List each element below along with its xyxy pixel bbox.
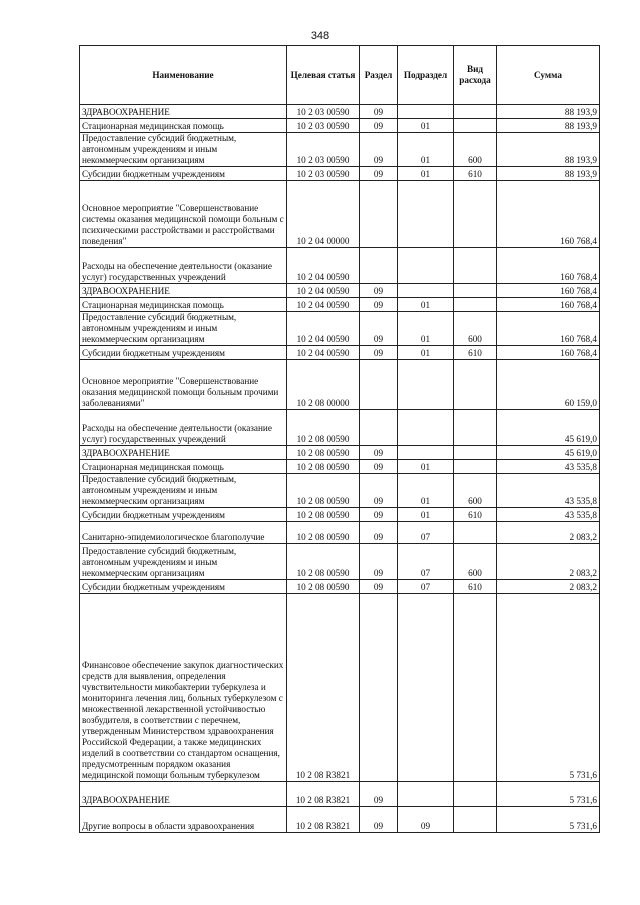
row-name: Санитарно-эпидемиологическое благополучие (80, 522, 287, 544)
row-section: 09 (360, 508, 398, 522)
row-expense-type: 610 (454, 346, 497, 360)
row-target-article: 10 2 08 R3821 (287, 807, 360, 833)
row-target-article: 10 2 08 00590 (287, 508, 360, 522)
row-sum: 43 535,8 (497, 460, 600, 474)
row-expense-type: 610 (454, 580, 497, 594)
row-sum: 88 193,9 (497, 119, 600, 133)
row-sum: 2 083,2 (497, 522, 600, 544)
row-section (360, 360, 398, 410)
row-sum: 5 731,6 (497, 594, 600, 782)
row-section (360, 248, 398, 284)
row-section: 09 (360, 474, 398, 508)
table-row (80, 544, 600, 580)
row-expense-type (454, 105, 497, 119)
header-row (80, 46, 600, 105)
table-row (80, 782, 600, 807)
row-sum: 43 535,8 (497, 508, 600, 522)
row-sum: 160 768,4 (497, 284, 600, 298)
table-row (80, 580, 600, 594)
row-subsection (398, 248, 454, 284)
row-section: 09 (360, 522, 398, 544)
row-expense-type (454, 782, 497, 807)
row-expense-type (454, 284, 497, 298)
row-expense-type: 610 (454, 508, 497, 522)
row-expense-type (454, 446, 497, 460)
table-row (80, 410, 600, 446)
row-name: Предоставление субсидий бюджетным, автономным учреждениям и иным некоммерческим организациям (80, 544, 287, 580)
row-subsection: 07 (398, 580, 454, 594)
row-section (360, 594, 398, 782)
row-name: Субсидии бюджетным учреждениям (80, 167, 287, 181)
row-target-article: 10 2 04 00000 (287, 181, 360, 248)
row-name: Субсидии бюджетным учреждениям (80, 508, 287, 522)
row-section: 09 (360, 298, 398, 312)
row-name: ЗДРАВООХРАНЕНИЕ (80, 446, 287, 460)
table-row (80, 298, 600, 312)
table-row (80, 133, 600, 167)
row-expense-type (454, 460, 497, 474)
budget-table (79, 45, 600, 833)
row-expense-type: 600 (454, 544, 497, 580)
row-target-article: 10 2 03 00590 (287, 133, 360, 167)
row-expense-type (454, 248, 497, 284)
header-expense-type: Вид расхода (454, 46, 497, 105)
row-name: Стационарная медицинская помощь (80, 460, 287, 474)
row-name: Основное мероприятие "Совершенствование оказания медицинской помощи больным прочими заболеваниями" (80, 360, 287, 410)
row-sum: 5 731,6 (497, 807, 600, 833)
table-row (80, 167, 600, 181)
table-row (80, 346, 600, 360)
table-row (80, 181, 600, 248)
row-target-article: 10 2 03 00590 (287, 105, 360, 119)
row-section (360, 181, 398, 248)
row-section: 09 (360, 312, 398, 346)
table-row (80, 446, 600, 460)
row-name: Субсидии бюджетным учреждениям (80, 346, 287, 360)
table-row (80, 460, 600, 474)
row-section (360, 410, 398, 446)
row-name: Основное мероприятие "Совершенствование системы оказания медицинской помощи больным с психическими расстройствами и расстройствами поведения" (80, 181, 287, 248)
row-sum: 88 193,9 (497, 133, 600, 167)
row-section: 09 (360, 346, 398, 360)
row-section: 09 (360, 105, 398, 119)
row-target-article: 10 2 08 R3821 (287, 594, 360, 782)
row-sum: 88 193,9 (497, 167, 600, 181)
row-subsection: 01 (398, 508, 454, 522)
row-subsection: 01 (398, 167, 454, 181)
row-expense-type (454, 298, 497, 312)
row-sum: 5 731,6 (497, 782, 600, 807)
row-target-article: 10 2 08 00590 (287, 410, 360, 446)
row-expense-type (454, 522, 497, 544)
table-row (80, 508, 600, 522)
row-subsection: 01 (398, 298, 454, 312)
header-name: Наименование (80, 46, 287, 105)
row-target-article: 10 2 04 00590 (287, 284, 360, 298)
row-expense-type: 600 (454, 133, 497, 167)
row-target-article: 10 2 08 00590 (287, 544, 360, 580)
row-section: 09 (360, 782, 398, 807)
row-name: ЗДРАВООХРАНЕНИЕ (80, 284, 287, 298)
row-name: Предоставление субсидий бюджетным, автономным учреждениям и иным некоммерческим организациям (80, 474, 287, 508)
row-subsection (398, 360, 454, 410)
table-row (80, 284, 600, 298)
row-section: 09 (360, 133, 398, 167)
row-name: Стационарная медицинская помощь (80, 298, 287, 312)
row-subsection (398, 181, 454, 248)
row-target-article: 10 2 03 00590 (287, 167, 360, 181)
row-name: ЗДРАВООХРАНЕНИЕ (80, 105, 287, 119)
row-name: Расходы на обеспечение деятельности (оказание услуг) государственных учреждений (80, 410, 287, 446)
row-expense-type (454, 807, 497, 833)
row-expense-type (454, 119, 497, 133)
table-row (80, 312, 600, 346)
table-row (80, 594, 600, 782)
row-target-article: 10 2 08 00590 (287, 522, 360, 544)
row-sum: 160 768,4 (497, 298, 600, 312)
table-row (80, 248, 600, 284)
table-row (80, 522, 600, 544)
row-subsection: 01 (398, 133, 454, 167)
row-subsection: 01 (398, 119, 454, 133)
row-section: 09 (360, 807, 398, 833)
row-section: 09 (360, 460, 398, 474)
row-sum: 160 768,4 (497, 346, 600, 360)
row-subsection (398, 105, 454, 119)
row-target-article: 10 2 04 00590 (287, 346, 360, 360)
row-expense-type (454, 360, 497, 410)
row-name: Предоставление субсидий бюджетным, автономным учреждениям и иным некоммерческим организациям (80, 133, 287, 167)
row-expense-type: 610 (454, 167, 497, 181)
row-expense-type (454, 410, 497, 446)
header-target-article: Целевая статья (287, 46, 360, 105)
row-subsection: 01 (398, 474, 454, 508)
row-target-article: 10 2 08 00590 (287, 446, 360, 460)
row-name: Стационарная медицинская помощь (80, 119, 287, 133)
row-section: 09 (360, 284, 398, 298)
row-target-article: 10 2 08 00590 (287, 474, 360, 508)
row-sum: 160 768,4 (497, 312, 600, 346)
row-subsection: 07 (398, 544, 454, 580)
row-subsection: 01 (398, 312, 454, 346)
row-name: Субсидии бюджетным учреждениям (80, 580, 287, 594)
row-subsection: 07 (398, 522, 454, 544)
table-row (80, 105, 600, 119)
row-name: Предоставление субсидий бюджетным, автономным учреждениям и иным некоммерческим организациям (80, 312, 287, 346)
row-subsection: 09 (398, 807, 454, 833)
header-sum: Сумма (497, 46, 600, 105)
table-row (80, 807, 600, 833)
row-sum: 60 159,0 (497, 360, 600, 410)
row-target-article: 10 2 08 00590 (287, 460, 360, 474)
header-section: Раздел (360, 46, 398, 105)
row-section: 09 (360, 167, 398, 181)
table-row (80, 360, 600, 410)
row-name: ЗДРАВООХРАНЕНИЕ (80, 782, 287, 807)
row-sum: 45 619,0 (497, 446, 600, 460)
header-subsection: Подраздел (398, 46, 454, 105)
row-name: Финансовое обеспечение закупок диагностических средств для выявления, определения чувствительности микобактерии туберкулеза и мониторинга лечения лиц, больных туберкулезом с множественной лекарственной устойчивостью возбудителя, в соответствии с перечнем, утвержденным Министерством здравоохранения Российской Федерации, а также медицинских изделий в соответствии со стандартом оснащения, предусмотренным порядком оказания медицинской помощи больным туберкулезом (80, 594, 287, 782)
row-sum: 160 768,4 (497, 248, 600, 284)
row-subsection (398, 782, 454, 807)
row-target-article: 10 2 08 00590 (287, 580, 360, 594)
table-row (80, 474, 600, 508)
row-target-article: 10 2 03 00590 (287, 119, 360, 133)
row-subsection: 01 (398, 346, 454, 360)
row-section: 09 (360, 119, 398, 133)
row-sum: 2 083,2 (497, 580, 600, 594)
row-section: 09 (360, 544, 398, 580)
row-expense-type (454, 181, 497, 248)
row-subsection (398, 446, 454, 460)
row-sum: 88 193,9 (497, 105, 600, 119)
row-expense-type: 600 (454, 474, 497, 508)
row-section: 09 (360, 580, 398, 594)
row-subsection (398, 594, 454, 782)
table-row (80, 119, 600, 133)
row-sum: 43 535,8 (497, 474, 600, 508)
row-subsection: 01 (398, 460, 454, 474)
row-sum: 2 083,2 (497, 544, 600, 580)
row-target-article: 10 2 04 00590 (287, 298, 360, 312)
page-number: 348 (310, 30, 330, 42)
row-sum: 45 619,0 (497, 410, 600, 446)
row-target-article: 10 2 04 00590 (287, 248, 360, 284)
row-name: Другие вопросы в области здравоохранения (80, 807, 287, 833)
row-name: Расходы на обеспечение деятельности (оказание услуг) государственных учреждений (80, 248, 287, 284)
row-expense-type (454, 594, 497, 782)
row-subsection (398, 410, 454, 446)
row-section: 09 (360, 446, 398, 460)
row-target-article: 10 2 04 00590 (287, 312, 360, 346)
row-expense-type: 600 (454, 312, 497, 346)
row-subsection (398, 284, 454, 298)
row-target-article: 10 2 08 00000 (287, 360, 360, 410)
row-sum: 160 768,4 (497, 181, 600, 248)
row-target-article: 10 2 08 R3821 (287, 782, 360, 807)
